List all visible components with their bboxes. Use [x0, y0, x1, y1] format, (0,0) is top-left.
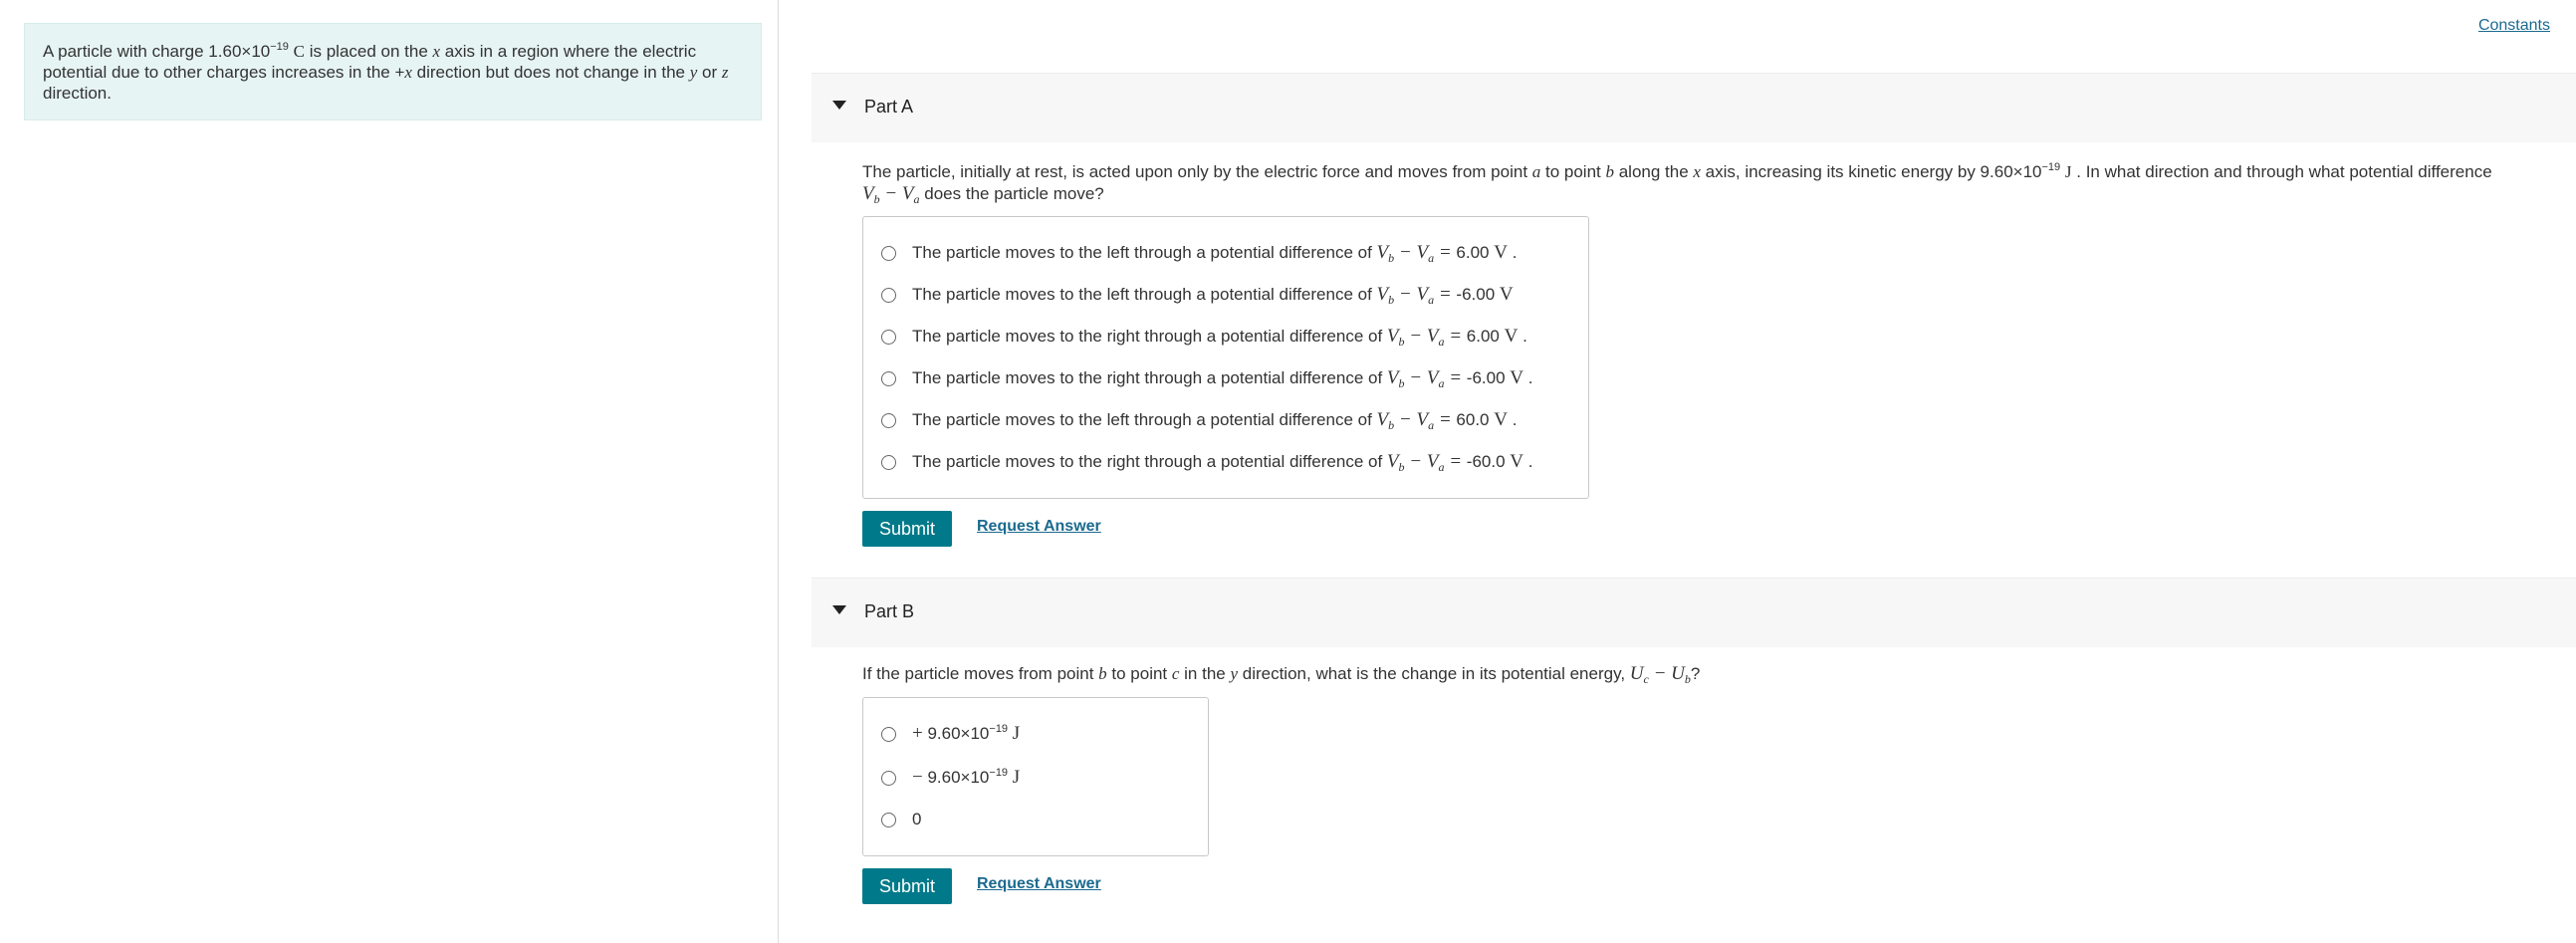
intro-unit: C: [293, 42, 305, 61]
choice-text: [912, 283, 1514, 307]
question-text: to point: [1106, 664, 1172, 683]
vb-va-expression: $V_b - V_a$ =: [1386, 367, 1467, 390]
choice-sign: −: [912, 767, 923, 788]
part-b-choices: [862, 697, 1209, 856]
right-pane: [780, 0, 2576, 943]
choice-text: [912, 325, 1527, 349]
question-unit: J: [2064, 162, 2072, 181]
question-text: ?: [1690, 664, 1701, 683]
choice-unit: J: [1012, 767, 1021, 788]
intro-text: direction.: [43, 84, 112, 103]
intro-text: direction but does not change in the: [411, 63, 690, 82]
radio-button[interactable]: [881, 813, 896, 827]
unit-volt: V: [1510, 367, 1524, 388]
choice-label: The particle moves to the right through a potential difference of: [912, 368, 1387, 387]
vb-va-expression: $V_b - V_a$ =: [1376, 409, 1457, 432]
choice-text: [912, 722, 1020, 746]
choice-label: The particle moves to the left through a potential difference of: [912, 285, 1377, 304]
part-a-header[interactable]: [812, 73, 2576, 142]
part-b-request-answer-link[interactable]: Request Answer: [977, 875, 1101, 892]
part-a-title: Part A: [864, 97, 914, 117]
choice-label: The particle moves to the right through a potential difference of: [912, 327, 1387, 346]
question-text: The particle, initially at rest, is acted upon only by the electric force and moves from point: [862, 162, 1532, 181]
caret-down-icon: [832, 605, 846, 614]
left-pane: [0, 0, 779, 943]
choice-suffix: .: [1523, 368, 1533, 387]
part-b-title: Part B: [864, 601, 915, 621]
intro-var: x: [432, 42, 441, 61]
intro-text: A particle with charge 1.60×10: [43, 42, 271, 61]
radio-button[interactable]: [881, 246, 896, 261]
question-text: in the: [1179, 664, 1231, 683]
intro-var: y: [689, 63, 698, 82]
intro-text: or: [697, 63, 722, 82]
intro-text: axis in a region where the electric potential due to other charges increases in the +: [43, 42, 697, 82]
part-a-submit-button[interactable]: Submit: [862, 511, 952, 547]
choice-text: [912, 408, 1517, 432]
vb-va-expression: $V_b - V_a$ =: [1386, 326, 1467, 349]
radio-button[interactable]: [881, 330, 896, 345]
choice-value: -6.00: [1466, 368, 1506, 387]
choice-value: 9.60×10: [927, 768, 990, 787]
radio-button[interactable]: [881, 371, 896, 386]
question-var: y: [1230, 664, 1239, 683]
choice-value: 6.00: [1466, 327, 1500, 346]
part-b-question: [862, 663, 2565, 685]
vb-va-expression: $V_b - V_a$ =: [1376, 284, 1457, 307]
part-b-header[interactable]: [812, 578, 2576, 647]
choice-value: 9.60×10: [927, 724, 990, 743]
vb-va-expression: $V_b - V_a$ =: [1386, 451, 1467, 474]
choice-text: [912, 366, 1532, 390]
part-a-request-answer-link[interactable]: Request Answer: [977, 518, 1101, 535]
unit-volt: V: [1494, 409, 1508, 430]
choice-exponent: −19: [989, 767, 1009, 779]
choice-label: The particle moves to the right through a potential difference of: [912, 452, 1387, 471]
part-b-submit-button[interactable]: Submit: [862, 868, 952, 904]
choice-suffix: .: [1518, 327, 1527, 346]
choice-unit: J: [1012, 723, 1021, 744]
unit-volt: V: [1510, 451, 1524, 472]
part-a-question: [862, 161, 2565, 205]
question-text: If the particle moves from point: [862, 664, 1099, 683]
radio-button[interactable]: [881, 413, 896, 428]
choice-label: The particle moves to the left through a potential difference of: [912, 243, 1377, 262]
choice-text: [912, 241, 1517, 265]
choice-suffix: .: [1507, 410, 1518, 429]
choice-text: [912, 450, 1532, 474]
question-text: to point: [1540, 162, 1606, 181]
question-var: b: [1605, 162, 1614, 181]
choice-value: -60.0: [1466, 452, 1506, 471]
intro-var: z: [721, 63, 729, 82]
vb-va-expression: $V_b - V_a$: [862, 183, 920, 206]
intro-text: is placed on the: [304, 42, 433, 61]
question-text: does the particle move?: [919, 184, 1104, 203]
question-text: . In what direction and through what potential difference: [2071, 162, 2492, 181]
radio-button[interactable]: [881, 455, 896, 470]
question-text: axis, increasing its kinetic energy by 9.60×10: [1700, 162, 2042, 181]
choice-text: [912, 766, 1020, 790]
choice-value: 0: [912, 810, 922, 828]
caret-down-icon: [832, 101, 846, 110]
choice-suffix: .: [1523, 452, 1533, 471]
choice-sign: +: [912, 723, 923, 744]
question-text: along the: [1613, 162, 1694, 181]
choice-text: [912, 808, 921, 831]
choice-value: -6.00: [1456, 285, 1496, 304]
constants-link[interactable]: Constants: [2477, 17, 2550, 34]
unit-volt: V: [1499, 284, 1514, 305]
radio-button[interactable]: [881, 771, 896, 786]
question-var: b: [1098, 664, 1107, 683]
part-a-choices: [862, 216, 1589, 499]
question-text: direction, what is the change in its potential energy,: [1238, 664, 1630, 683]
problem-intro: [24, 23, 762, 120]
question-exponent: −19: [2041, 161, 2061, 173]
question-var: a: [1531, 162, 1541, 181]
choice-exponent: −19: [989, 723, 1009, 735]
choice-label: The particle moves to the left through a potential difference of: [912, 410, 1377, 429]
unit-volt: V: [1504, 326, 1519, 347]
radio-button[interactable]: [881, 288, 896, 303]
vb-va-expression: $V_b - V_a$ =: [1376, 242, 1457, 265]
radio-button[interactable]: [881, 727, 896, 742]
choice-value: 60.0: [1456, 410, 1490, 429]
unit-volt: V: [1494, 242, 1508, 263]
question-var: x: [1693, 162, 1701, 181]
choice-value: 6.00: [1456, 243, 1490, 262]
intro-exponent: −19: [270, 41, 289, 53]
question-var: c: [1171, 664, 1180, 683]
choice-suffix: .: [1507, 243, 1518, 262]
uc-ub-expression: $U_c - U_b$: [1629, 663, 1691, 686]
intro-var: x: [404, 63, 412, 82]
